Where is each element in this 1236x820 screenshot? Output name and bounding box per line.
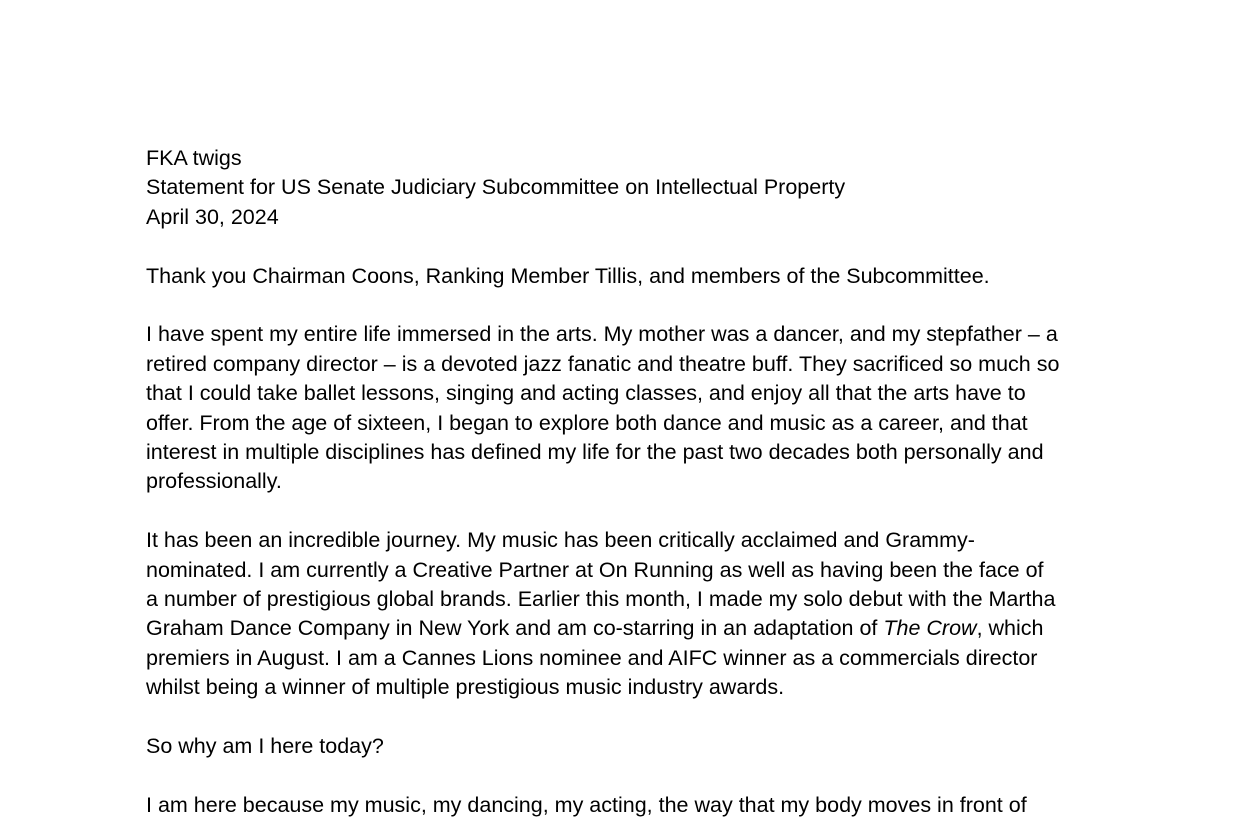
paragraph-spacer (146, 291, 1106, 320)
paragraph-line (146, 614, 1106, 643)
paragraph-line: premiers in August. I am a Cannes Lions nominee and AIFC winner as a commercials director (146, 645, 1038, 670)
paragraph-line: retired company director – is a devoted jazz fanatic and theatre buff. They sacrificed so much so (146, 351, 1060, 376)
author-name: FKA twigs (146, 146, 242, 170)
paragraph-line: I have spent my entire life immersed in the arts. My mother was a dancer, and my stepfather – a (146, 322, 1058, 347)
paragraph-spacer (146, 232, 1106, 261)
paragraph-line: whilst being a winner of multiple prestigious music industry awards. (146, 675, 785, 700)
statement-date: April 30, 2024 (146, 204, 279, 229)
paragraph-spacer (146, 761, 1106, 790)
line-text: , which (976, 616, 1044, 641)
statement-title: Statement for US Senate Judiciary Subcommittee on Intellectual Property (146, 175, 846, 200)
thanks-paragraph: Thank you Chairman Coons, Ranking Member Tillis, and members of the Subcommittee. (146, 263, 990, 288)
paragraph-line: nominated. I am currently a Creative Partner at On Running as well as having been the face of (146, 557, 1044, 582)
paragraph-spacer (146, 703, 1106, 732)
paragraph-spacer (146, 497, 1106, 526)
line-text: Graham Dance Company in New York and am co-starring in an adaptation of (146, 616, 884, 641)
paragraph-line-cut-off: I am here because my music, my dancing, my acting, the way that my body moves in front of (146, 792, 1027, 817)
film-title: The Crow (883, 616, 977, 641)
paragraph-line: It has been an incredible journey. My music has been critically acclaimed and Grammy- (146, 528, 975, 553)
paragraph-line: professionally. (146, 469, 282, 494)
statement-text (146, 144, 1106, 820)
question-paragraph: So why am I here today? (146, 734, 384, 759)
paragraph-line: a number of prestigious global brands. Earlier this month, I made my solo debut with the Martha (146, 587, 1056, 612)
paragraph-line: that I could take ballet lessons, singing and acting classes, and enjoy all that the arts have to (146, 381, 1026, 406)
paragraph-line: interest in multiple disciplines has defined my life for the past two decades both personally and (146, 440, 1044, 465)
paragraph-line: offer. From the age of sixteen, I began to explore both dance and music as a career, and that (146, 410, 1028, 435)
